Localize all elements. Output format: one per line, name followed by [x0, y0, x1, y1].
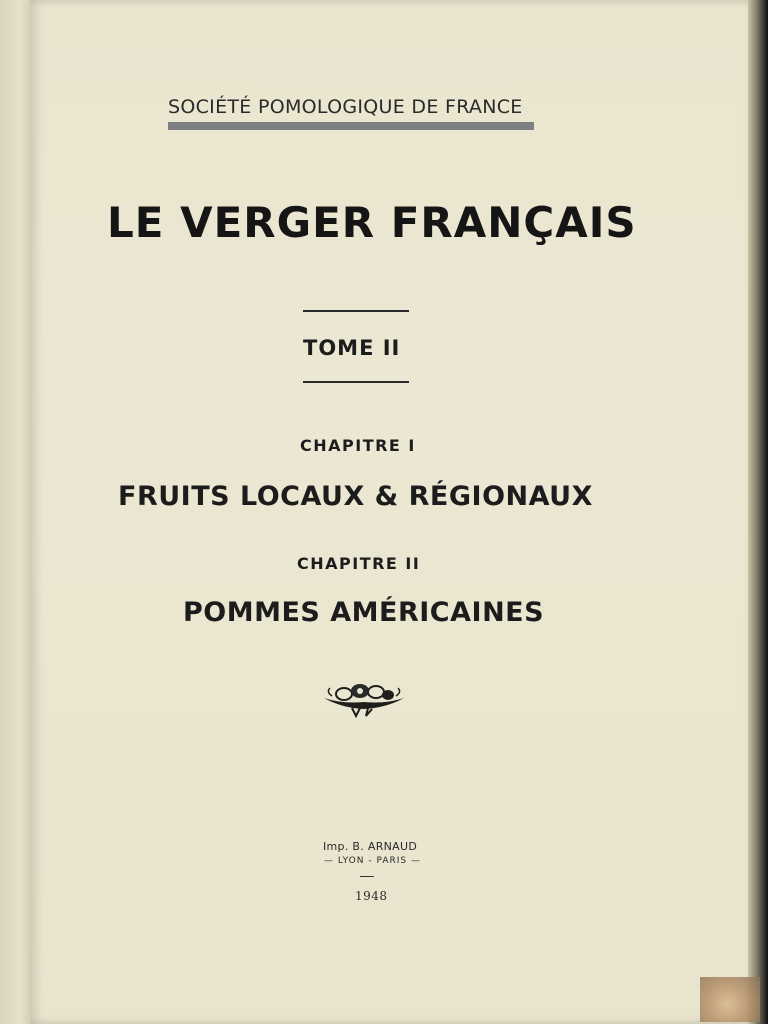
title-page [30, 0, 754, 1024]
society-name: SOCIÉTÉ POMOLOGIQUE DE FRANCE [168, 96, 523, 118]
chapter-2-label: CHAPITRE II [297, 554, 421, 573]
divider-bottom [303, 381, 409, 383]
chapter-1-title: FRUITS LOCAUX & RÉGIONAUX [118, 481, 593, 512]
society-underline-bar [168, 122, 534, 130]
corner-thumbnail [700, 977, 760, 1022]
book-title: LE VERGER FRANÇAIS [107, 198, 637, 247]
page-edge [748, 0, 768, 1024]
book-spine [0, 0, 34, 1024]
divider-top [303, 310, 409, 312]
fruit-basket-icon [322, 678, 406, 718]
volume-label: TOME II [303, 336, 401, 360]
printer-location: — LYON - PARIS — [324, 856, 421, 866]
chapter-2-title: POMMES AMÉRICAINES [183, 597, 545, 628]
printer-name: Imp. B. ARNAUD [323, 840, 418, 853]
publication-year: 1948 [355, 889, 388, 903]
chapter-1-label: CHAPITRE I [300, 436, 416, 455]
imprint-dash [360, 876, 374, 877]
